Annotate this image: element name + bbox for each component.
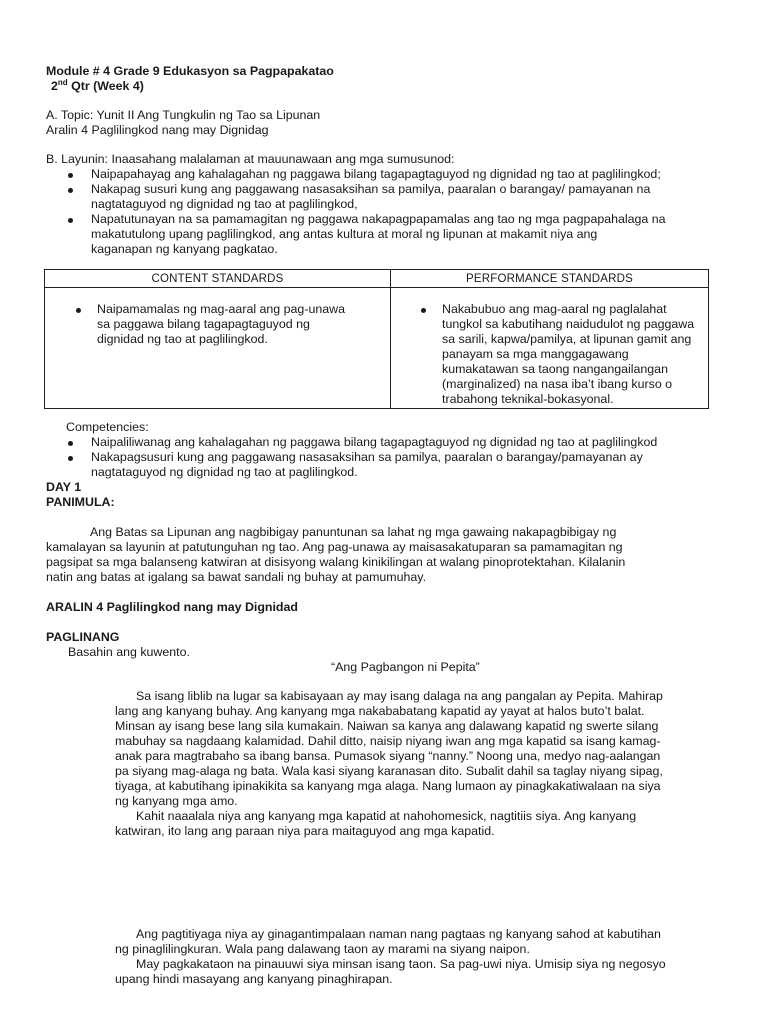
reading-instruction: Basahin ang kuwento. <box>68 645 190 659</box>
competencies-heading: Competencies: <box>66 420 149 434</box>
panimula-text: Ang Batas sa Lipunan ang nagbibigay panuntunan sa lahat ng mga gawaing nakapagbibigay ng <box>90 525 617 539</box>
content-standard-text: dignidad ng tao at paglilingkod. <box>97 332 268 346</box>
performance-standard-text: panayam sa mga manggagawang <box>442 347 629 361</box>
quarter-number: 2 <box>51 79 58 93</box>
story-paragraph-4: upang hindi masayang ang kanyang pinaghirapan. <box>115 972 393 986</box>
objective-item-2-cont: nagtataguyod ng dignidad ng tao at paglilingkod, <box>91 197 358 211</box>
story-paragraph-1: Minsan ay isang bese lang sila kumakain. Naiwan sa kanya ang dalawang kapatid ng swerte silang <box>115 719 659 733</box>
story-paragraph-2: katwiran, ito lang ang paraan niya para maitaguyod ang mga kapatid. <box>115 824 495 838</box>
story-paragraph-1: anak para magtrabaho sa ibang bansa. Pumasok siyang “nanny.” Noong una, medyo nag-aalangan <box>115 749 661 763</box>
bullet-icon <box>68 173 73 178</box>
performance-standard-text: trabahong teknikal-bokasyonal. <box>442 392 614 406</box>
competency-item-2: Nakapagsusuri kung ang paggawang nasasaksihan sa pamilya, paaralan o barangay/pamayanan ay <box>91 450 643 464</box>
story-paragraph-1: ng kanyang mga amo. <box>115 794 238 808</box>
performance-standards-header: PERFORMANCE STANDARDS <box>466 273 633 285</box>
performance-standard-text: Nakabubuo ang mag-aaral ng paglalahat <box>442 302 667 316</box>
performance-standard-text: tungkol sa kabutihang naidudulot ng paggawa <box>442 317 695 331</box>
panimula-text: natin ang batas at igalang sa bawat sandali ng buhay at pamumuhay. <box>46 570 427 584</box>
performance-standard-text: sa sarili, kapwa/pamilya, at lipunan gamit ang <box>442 332 692 346</box>
aralin-line: Aralin 4 Paglilingkod nang may Dignidag <box>46 123 269 137</box>
competency-item-2-cont: nagtataguyod ng dignidad ng tao at paglilingkod. <box>91 465 358 479</box>
objective-item-2: Nakapag susuri kung ang paggawang nasasaksihan sa pamilya, paaralan o barangay/ pamayanan na <box>91 182 651 196</box>
content-standard-text: Naipamamalas ng mag-aaral ang pag-unawa <box>97 302 345 316</box>
competency-item-1: Naipaliliwanag ang kahalagahan ng paggawa bilang tagapagtaguyod ng dignidad ng tao at paglilingkod <box>91 435 658 449</box>
objective-item-3: Napatutunayan na sa pamamagitan ng paggawa nakapagpapamalas ang tao ng mga pagpapahalaga na <box>91 212 666 226</box>
story-paragraph-1: pa siyang mag-alaga ng bata. Wala kasi siyang karanasan dito. Subalit dahil sa taglay niyang sipag, <box>115 764 663 778</box>
performance-standard-text: (marginalized) na nasa iba’t ibang kurso o <box>442 377 673 391</box>
bullet-icon <box>68 441 73 446</box>
table-divider <box>390 270 391 408</box>
panimula-text: kamalayan sa layunin at patutunguhan ng tao. Ang pag-unawa ay maisasakatuparan sa pamamagitan ng <box>46 540 623 554</box>
story-paragraph-4: May pagkakataon na pinauuwi siya minsan isang taon. Sa pag-uwi niya. Umisip siya ng negosyo <box>136 957 666 971</box>
bullet-icon <box>68 218 73 223</box>
story-paragraph-1: tiyaga, at kabutihang ipinakikita sa kanyang mga alaga. Nang lumaon ay pinagkakatiwalaan na siya <box>115 779 661 793</box>
quarter-ordinal: nd <box>57 77 68 87</box>
objective-item-3-cont: makatutulong upang paglilingkod, ang antas kultura at moral ng lipunan at makamit niya ang <box>91 227 598 241</box>
story-paragraph-3: Ang pagtitiyaga niya ay ginagantimpalaan naman nang pagtaas ng kanyang sahod at kabutihan <box>136 927 661 941</box>
day-label: DAY 1 <box>46 480 82 494</box>
objectives-heading: B. Layunin: Inaasahang malalaman at mauunawaan ang mga sumusunod: <box>46 152 455 166</box>
bullet-icon <box>68 456 73 461</box>
standards-table <box>44 269 709 409</box>
topic-line: A. Topic: Yunit II Ang Tungkulin ng Tao sa Lipunan <box>46 108 321 122</box>
story-paragraph-2: Kahit naaalala niya ang kanyang mga kapatid at nahohomesick, nagtitiis siya. Ang kanyang <box>136 809 637 823</box>
objective-item-1: Naipapahayag ang kahalagahan ng paggawa bilang tagapagtaguyod ng dignidad ng tao at paglilingkod; <box>91 167 661 181</box>
panimula-text: pagsipat sa mga balanseng katwiran at disisyong walang kinikilingan at walang pinoprotektahan. Kilalanin <box>46 555 626 569</box>
story-paragraph-1: lang ang kanyang buhay. Ang kanyang mga nakababatang kapatid ay yayat at halos buto’t balat. <box>115 704 645 718</box>
paglinang-heading: PAGLINANG <box>46 630 120 644</box>
story-paragraph-3: ng pinaglilingkuran. Wala pang dalawang taon ay marami na siyang naipon. <box>115 942 530 956</box>
story-paragraph-1: Sa isang liblib na lugar sa kabisayaan ay may isang dalaga na ang pangalan ay Pepita. Mahirap <box>136 689 663 703</box>
content-standard-text: sa paggawa bilang tagapagtaguyod ng <box>97 317 310 331</box>
bullet-icon <box>76 308 81 313</box>
bullet-icon <box>68 188 73 193</box>
module-title: Module # 4 Grade 9 Edukasyon sa Pagpapakatao <box>46 64 334 78</box>
performance-standard-text: kumakatawan sa taong nangangailangan <box>442 362 668 376</box>
story-title: “Ang Pagbangon ni Pepita” <box>331 660 480 674</box>
bullet-icon <box>421 308 426 313</box>
table-header-rule <box>45 287 708 288</box>
aralin-heading: ARALIN 4 Paglilingkod nang may Dignidad <box>46 600 298 614</box>
quarter-label <box>51 79 144 94</box>
story-paragraph-1: mabuhay sa nagdaang kalamidad. Dahil ditto, naisip niyang iwan ang mga kapatid sa isang kamag- <box>115 734 661 748</box>
content-standards-header: CONTENT STANDARDS <box>151 273 284 285</box>
panimula-heading: PANIMULA: <box>46 495 115 509</box>
objective-item-3-cont: kaganapan ng kanyang pagkatao. <box>91 242 278 256</box>
quarter-text: Qtr (Week 4) <box>71 79 144 93</box>
